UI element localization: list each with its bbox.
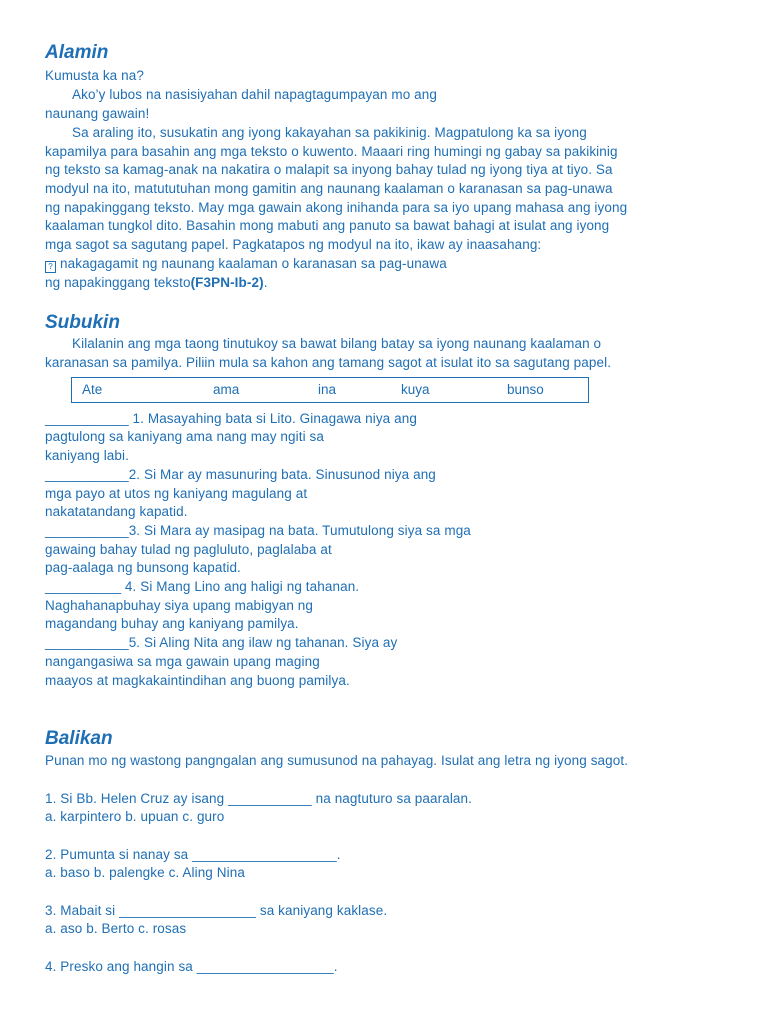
paragraph-line: Ako’y lubos na nasisiyahan dahil napagtagumpayan mo ang [72, 87, 437, 102]
question-1: 1. Si Bb. Helen Cruz ay isang ___________ na nagtuturo sa paaralan. [45, 791, 472, 806]
paragraph-line: naunang gawain! [45, 106, 150, 121]
paragraph-line: kapamilya para basahin ang mga teksto o kuwento. Maaari ring humingi ng gabay sa pakikinig [45, 144, 618, 159]
objective-end: . [263, 275, 268, 290]
item-line: gawaing bahay tulad ng pagluluto, paglalaba at [45, 542, 332, 557]
instruction-line: karanasan sa pamilya. Piliin mula sa kahon ang tamang sagot at isulat ito sa sagutang papel. [45, 355, 612, 370]
choice-ate: Ate [82, 382, 103, 397]
competency-code: (F3PN-Ib-2) [190, 275, 264, 290]
section-heading-alamin: Alamin [45, 42, 109, 63]
item-line: maayos at magkakaintindihan ang buong pamilya. [45, 673, 350, 688]
choice-ina: ina [318, 382, 337, 397]
section-heading-balikan: Balikan [45, 728, 113, 749]
item-line: mga payo at utos ng kaniyang magulang at [45, 486, 308, 501]
choice-kuya: kuya [401, 382, 430, 397]
section-heading-subukin: Subukin [45, 312, 120, 333]
choice-bunso: bunso [507, 382, 544, 397]
answer-choices-box [71, 377, 589, 403]
item-line: ___________ 1. Masayahing bata si Lito. Ginagawa niya ang [45, 411, 417, 426]
item-line: nakatatandang kapatid. [45, 504, 188, 519]
item-line: ___________3. Si Mara ay masipag na bata. Tumutulong siya sa mga [45, 523, 471, 538]
objective-line [45, 256, 447, 273]
question-2-options: a. baso b. palengke c. Aling Nina [45, 865, 245, 880]
question-2: 2. Pumunta si nanay sa ___________________. [45, 847, 341, 862]
bullet-icon: ? [45, 261, 56, 273]
item-line: ___________2. Si Mar ay masunuring bata. Sinusunod niya ang [45, 467, 436, 482]
instruction-line: Punan mo ng wastong pangngalan ang sumusunod na pahayag. Isulat ang letra ng iyong sagot. [45, 753, 629, 768]
objective-line [45, 275, 268, 290]
item-line: kaniyang labi. [45, 448, 129, 463]
item-line: ___________5. Si Aling Nita ang ilaw ng tahanan. Siya ay [45, 635, 398, 650]
objective-text: ng napakinggang teksto [45, 275, 191, 290]
greeting: Kumusta ka na? [45, 68, 144, 83]
item-line: Naghahanapbuhay siya upang mabigyan ng [45, 598, 314, 613]
item-line: pag-aalaga ng bunsong kapatid. [45, 560, 241, 575]
item-line: magandang buhay ang kaniyang pamilya. [45, 616, 299, 631]
paragraph-line: kaalaman tungkol dito. Basahin mong mabuti ang panuto sa bawat bahagi at isulat ang iyong [45, 218, 610, 233]
objective-text: nakagagamit ng naunang kaalaman o karanasan sa pag-unawa [60, 256, 447, 271]
item-line: __________ 4. Si Mang Lino ang haligi ng tahanan. [45, 579, 360, 594]
instruction-line: Kilalanin ang mga taong tinutukoy sa bawat bilang batay sa iyong naunang kaalaman o [72, 336, 602, 351]
paragraph-line: Sa araling ito, susukatin ang iyong kakayahan sa pakikinig. Magpatulong ka sa iyong [72, 125, 587, 140]
question-1-options: a. karpintero b. upuan c. guro [45, 809, 225, 824]
choice-ama: ama [213, 382, 240, 397]
paragraph-line: ng napakinggang teksto. May mga gawain akong inihanda para sa iyo upang mahasa ang iyong [45, 200, 628, 215]
question-3-options: a. aso b. Berto c. rosas [45, 921, 187, 936]
paragraph-line: mga sagot sa sagutang papel. Pagkatapos ng modyul na ito, ikaw ay inaasahang: [45, 237, 542, 252]
question-3: 3. Mabait si __________________ sa kaniyang kaklase. [45, 903, 388, 918]
question-4: 4. Presko ang hangin sa __________________. [45, 959, 338, 974]
paragraph-line: modyul na ito, matututuhan mong gamitin ang naunang kaalaman o karanasan sa pag-unawa [45, 181, 613, 196]
item-line: nangangasiwa sa mga gawain upang maging [45, 654, 320, 669]
item-line: pagtulong sa kaniyang ama nang may ngiti sa [45, 429, 324, 444]
paragraph-line: ng teksto sa kamag-anak na nakatira o malapit sa inyong bahay tulad ng iyong tiya at tiyo. Sa [45, 162, 613, 177]
